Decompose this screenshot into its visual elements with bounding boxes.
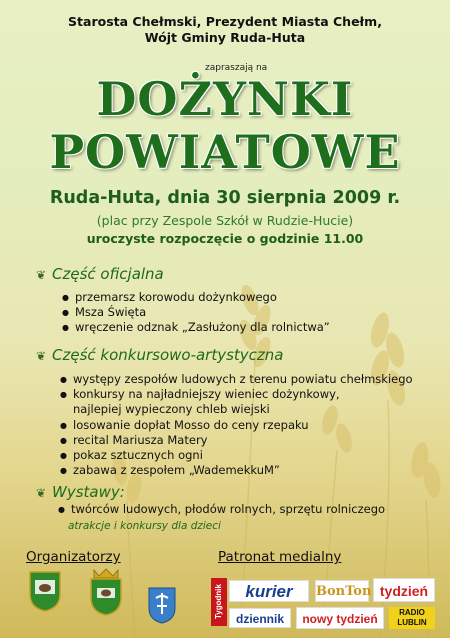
organizers-label: Organizatorzy <box>26 549 121 565</box>
section-title-text: Wystawy: <box>52 483 125 501</box>
invite-text: zapraszają na <box>205 63 268 73</box>
section-contest-list <box>60 372 413 478</box>
dziennik-logo: dziennik <box>229 608 291 628</box>
section-official-list <box>62 290 330 336</box>
place-date: Ruda-Huta, dnia 30 sierpnia 2009 r. <box>49 188 401 208</box>
section-title-text: Część oficjalna <box>52 265 164 283</box>
list-item: ● Msza Święta <box>62 305 330 320</box>
hosts-line-2: Wójt Gminy Ruda-Huta <box>144 30 306 45</box>
section-title-text: Część konkursowo-artystyczna <box>52 346 284 364</box>
wheat-bullet-icon: ❦ <box>36 349 47 363</box>
section-official-title <box>36 265 164 283</box>
nowy-tydzien-logo: nowy tydzień <box>296 607 384 629</box>
kids-attractions-note: atrakcje i konkursy dla dzieci <box>68 520 221 532</box>
list-item: ● recital Mariusza Matery <box>60 433 413 448</box>
list-item: ● występy zespołów ludowych z terenu powiatu chełmskiego <box>60 372 413 387</box>
section-exhibitions-title <box>36 483 125 501</box>
list-item: ● zabawa z zespołem „WademekkuM” <box>60 463 413 478</box>
tydzien-logo: tydzień <box>373 578 435 602</box>
start-time: uroczyste rozpoczęcie o godzinie 11.00 <box>86 231 364 246</box>
section-exhibitions-list <box>58 502 385 517</box>
section-contest-title <box>36 346 284 364</box>
title-line-2: POWIATOWE <box>49 125 401 179</box>
hosts <box>0 14 450 46</box>
radio-lublin-logo <box>389 607 435 629</box>
kurier-logo: kurier <box>229 580 309 602</box>
chelm-city-crest-icon <box>88 566 124 616</box>
list-item: ● twórców ludowych, płodów rolnych, sprzętu rolniczego <box>58 502 385 517</box>
list-item-continuation: najlepiej wypieczony chleb wiejski <box>73 402 270 417</box>
bonton-logo: BonTon <box>315 580 369 602</box>
wheat-bullet-icon: ❦ <box>36 486 47 500</box>
list-item: ● losowanie dopłat Mosso do ceny rzepaku <box>60 418 413 433</box>
list-item: ● przemarsz korowodu dożynkowego <box>62 290 330 305</box>
list-item: ● wręczenie odznak „Zasłużony dla rolnictwa” <box>62 320 330 335</box>
tygodnik-logo: Tygodnik <box>211 578 227 626</box>
wheat-bullet-icon: ❦ <box>36 268 47 282</box>
ruda-huta-crest-icon <box>147 586 177 624</box>
hosts-line-1: Starosta Chełmski, Prezydent Miasta Chełm, <box>68 14 382 29</box>
media-patronage-label: Patronat medialny <box>218 549 342 565</box>
list-item: ● pokaz sztucznych ogni <box>60 448 413 463</box>
radio-text: RADIO <box>399 608 425 617</box>
title-line-1: DOŻYNKI <box>96 72 354 126</box>
list-item: ● konkursy na najładniejszy wieniec dożynkowy, <box>60 387 413 402</box>
venue: (plac przy Zespole Szkół w Rudzie-Hucie) <box>96 213 354 228</box>
chelm-county-crest-icon <box>28 570 62 612</box>
lublin-text: LUBLIN <box>397 618 427 627</box>
